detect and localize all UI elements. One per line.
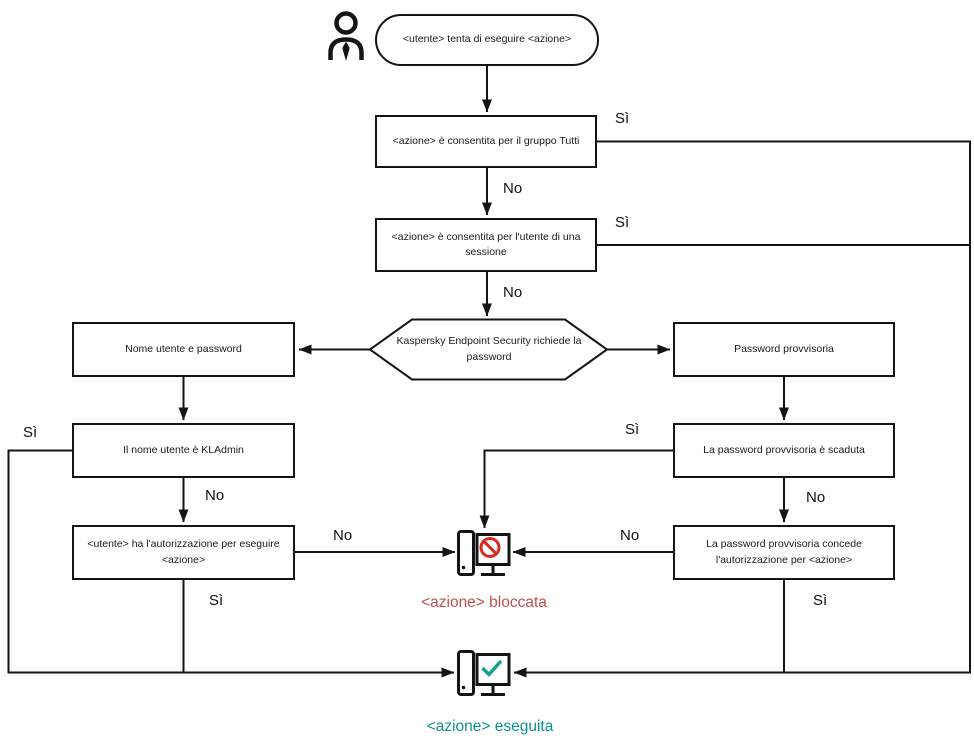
session-check-node	[375, 218, 597, 272]
computer-check-icon	[459, 652, 510, 695]
user-permission-label: <utente> ha l'autorizzazione per eseguire <azione>	[87, 538, 280, 566]
temp-password-expired-label: La password provvisoria è scaduta	[703, 443, 865, 456]
password-prompt-node	[389, 321, 589, 378]
username-password-node	[72, 322, 295, 377]
session-check-label: <azione> è consentita per l'utente di una sessione	[391, 230, 581, 258]
username-password-label: Nome utente e password	[125, 342, 242, 355]
edge-label-expired-yes: Sì	[625, 421, 640, 438]
computer-blocked-icon	[459, 532, 510, 575]
group-check-node	[375, 115, 597, 168]
group-check-label: <azione> è consentita per il gruppo Tutti	[392, 134, 580, 147]
edge-label-kladmin-yes: Sì	[23, 424, 38, 441]
user-icon	[331, 14, 362, 62]
edge-label-grants-no: No	[620, 527, 640, 544]
blocked-caption: <azione> bloccata	[421, 594, 547, 611]
password-prompt-label: Kaspersky Endpoint Security richiede la password	[396, 335, 582, 363]
kladmin-check-node	[72, 423, 295, 478]
user-permission-node	[72, 525, 295, 580]
kladmin-check-label: Il nome utente è KLAdmin	[123, 443, 244, 456]
edge-label-grants-yes: Sì	[813, 592, 828, 609]
edge-label-group-no: No	[503, 180, 523, 197]
executed-caption: <azione> eseguita	[426, 718, 554, 735]
temp-password-node	[673, 322, 895, 377]
edge-label-expired-no: No	[806, 489, 826, 506]
edge-label-session-yes: Sì	[615, 214, 630, 231]
edge-expired-yes	[485, 451, 674, 529]
temp-password-expired-node	[673, 423, 895, 478]
start-node	[375, 14, 599, 66]
edge-label-session-no: No	[503, 284, 523, 301]
temp-password-grants-label: La password provvisoria concede l'autorizzazione per <azione>	[706, 538, 862, 566]
start-node-label: <utente> tenta di eseguire <azione>	[402, 33, 572, 46]
edge-label-permission-no: No	[333, 527, 353, 544]
edge-label-kladmin-no: No	[205, 487, 225, 504]
temp-password-label: Password provvisoria	[734, 342, 834, 355]
temp-password-grants-node	[673, 525, 895, 580]
edge-label-permission-yes: Sì	[209, 592, 224, 609]
edge-label-group-yes: Sì	[615, 110, 630, 127]
